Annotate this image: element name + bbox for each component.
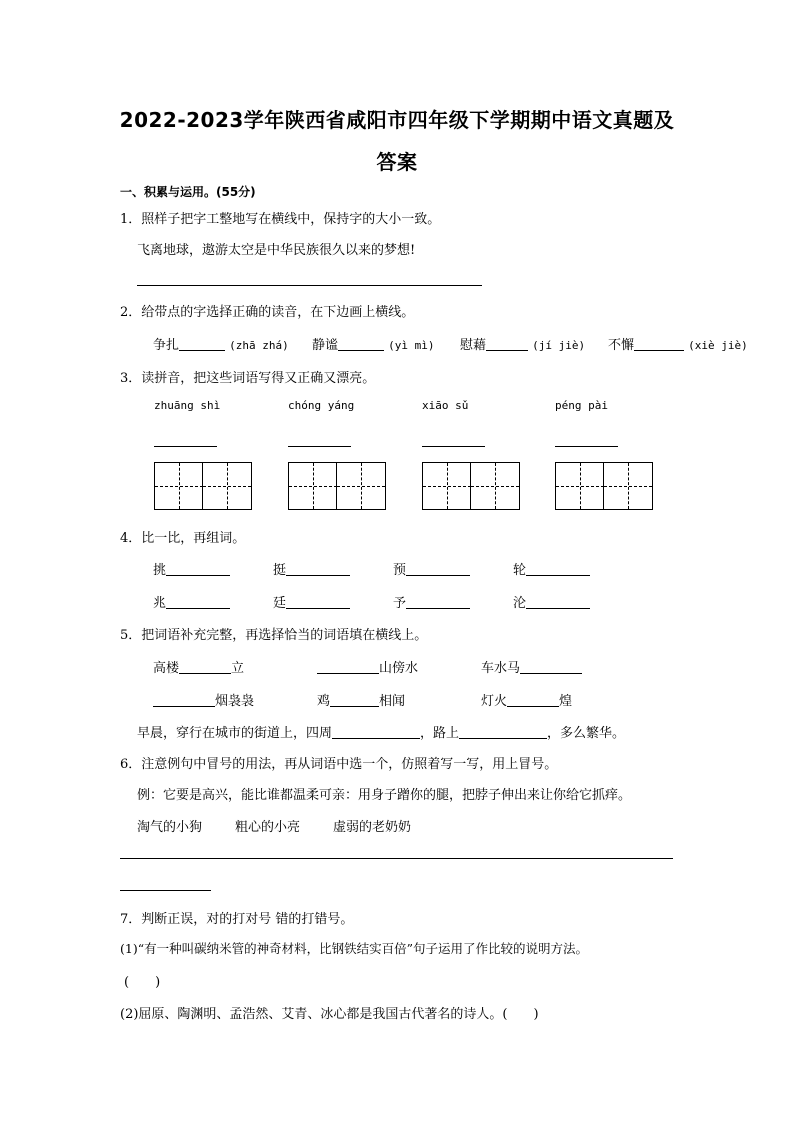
q4-blank[interactable] bbox=[166, 596, 230, 609]
q3-writing-grid[interactable] bbox=[288, 462, 386, 510]
q6-example: 例：它要是高兴，能比谁都温柔可亲：用身子蹭你的腿，把脖子伸出来让你给它抓痒。 bbox=[137, 788, 632, 803]
q3-pinyin-line[interactable] bbox=[154, 446, 217, 447]
q4-item bbox=[513, 592, 590, 611]
q2-blank[interactable] bbox=[634, 338, 684, 351]
q2-blank[interactable] bbox=[338, 338, 384, 351]
q3-pinyin: péng pài bbox=[555, 399, 608, 412]
q6-prompt: 6．注意例句中冒号的用法，再从词语中选一个，仿照着写一写，用上冒号。 bbox=[120, 757, 558, 772]
q5-blank[interactable] bbox=[330, 694, 379, 707]
q4-char: 预 bbox=[393, 563, 407, 578]
q4-prompt: 4．比一比，再组词。 bbox=[120, 531, 246, 546]
q4-item bbox=[153, 592, 230, 611]
q5-text: 煌 bbox=[559, 694, 573, 709]
q6-option: 淘气的小狗 bbox=[137, 820, 203, 835]
q5-idiom bbox=[153, 690, 254, 709]
q2-pinyin: (yì mì) bbox=[388, 339, 435, 352]
q5-idiom bbox=[481, 657, 582, 676]
q4-blank[interactable] bbox=[526, 563, 590, 576]
q3-pinyin: chóng yáng bbox=[288, 399, 355, 412]
q2-item bbox=[608, 334, 748, 353]
q2-word: 争扎 bbox=[153, 338, 180, 353]
q5-idiom bbox=[153, 657, 244, 676]
q5-idiom bbox=[317, 657, 418, 676]
q5-blank[interactable] bbox=[520, 661, 582, 674]
q3-writing-grid[interactable] bbox=[422, 462, 520, 510]
q5-blank[interactable] bbox=[332, 726, 420, 739]
q6-answer-line[interactable] bbox=[120, 890, 211, 891]
q5-text: ，路上 bbox=[420, 726, 460, 741]
q3-pinyin-line[interactable] bbox=[288, 446, 351, 447]
q2-word: 慰藉 bbox=[460, 338, 487, 353]
q5-blank[interactable] bbox=[179, 661, 231, 674]
q5-text: 山傍水 bbox=[379, 661, 419, 676]
section-heading: 一、积累与运用。(55分) bbox=[120, 185, 256, 199]
q5-text: 早晨，穿行在城市的街道上，四周 bbox=[137, 726, 333, 741]
q3-pinyin-line[interactable] bbox=[555, 446, 618, 447]
q2-item bbox=[312, 334, 435, 353]
q6-answer-line[interactable] bbox=[120, 858, 673, 859]
q2-item bbox=[460, 334, 585, 353]
q5-blank[interactable] bbox=[507, 694, 559, 707]
q5-text: ，多么繁华。 bbox=[547, 726, 626, 741]
q4-item bbox=[153, 559, 230, 578]
q5-prompt: 5．把词语补充完整，再选择恰当的词语填在横线上。 bbox=[120, 628, 428, 643]
q5-blank[interactable] bbox=[317, 661, 379, 674]
page-title-line1: 2022-2023学年陕西省咸阳市四年级下学期期中语文真题及 bbox=[119, 108, 675, 132]
q3-pinyin: zhuāng shì bbox=[154, 399, 221, 412]
q5-idiom bbox=[317, 690, 405, 709]
q6-option: 虚弱的老奶奶 bbox=[333, 820, 412, 835]
q4-item bbox=[393, 559, 470, 578]
q5-text: 相闻 bbox=[379, 694, 406, 709]
q4-blank[interactable] bbox=[526, 596, 590, 609]
q5-text: 立 bbox=[231, 661, 245, 676]
q3-prompt: 3．读拼音，把这些词语写得又正确又漂亮。 bbox=[120, 371, 376, 386]
q4-char: 予 bbox=[393, 596, 407, 611]
q4-blank[interactable] bbox=[286, 563, 350, 576]
q4-blank[interactable] bbox=[286, 596, 350, 609]
q7-item-1: (1)“有一种叫碳纳米管的神奇材料，比钢铁结实百倍”句子运用了作比较的说明方法。 bbox=[120, 941, 588, 956]
page-title-line2: 答案 bbox=[376, 150, 418, 174]
q4-blank[interactable] bbox=[406, 596, 470, 609]
q4-char: 沦 bbox=[513, 596, 527, 611]
q4-item bbox=[393, 592, 470, 611]
q1-prompt: 1．照样子把字工整地写在横线中，保持字的大小一致。 bbox=[120, 212, 441, 227]
q3-pinyin: xiāo sǔ bbox=[422, 399, 469, 412]
q3-writing-grid[interactable] bbox=[154, 462, 252, 510]
q4-blank[interactable] bbox=[406, 563, 470, 576]
q4-char: 挺 bbox=[273, 563, 287, 578]
q5-blank[interactable] bbox=[459, 726, 547, 739]
q5-text: 鸡 bbox=[317, 694, 331, 709]
q4-char: 轮 bbox=[513, 563, 527, 578]
q2-pinyin: (xiè jiè) bbox=[688, 339, 748, 352]
q5-text: 车水马 bbox=[481, 661, 521, 676]
q2-item bbox=[153, 334, 289, 353]
q4-item bbox=[273, 559, 350, 578]
q6-option: 粗心的小亮 bbox=[235, 820, 301, 835]
q4-char: 廷 bbox=[273, 596, 287, 611]
q1-sample-sentence: 飞离地球，遨游太空是中华民族很久以来的梦想! bbox=[137, 243, 416, 258]
q2-prompt: 2．给带点的字选择正确的读音，在下边画上横线。 bbox=[120, 305, 415, 320]
q2-pinyin: (jí jiè) bbox=[532, 339, 586, 352]
q7-item-1-answer[interactable]: ( ) bbox=[124, 975, 161, 990]
q2-word: 不懈 bbox=[608, 338, 635, 353]
q5-idiom bbox=[481, 690, 572, 709]
q3-writing-grid[interactable] bbox=[555, 462, 653, 510]
q4-blank[interactable] bbox=[166, 563, 230, 576]
q4-item bbox=[513, 559, 590, 578]
q4-item bbox=[273, 592, 350, 611]
q5-blank[interactable] bbox=[153, 694, 215, 707]
q7-prompt: 7．判断正误，对的打对号 错的打错号。 bbox=[120, 912, 354, 927]
q2-blank[interactable] bbox=[179, 338, 225, 351]
q2-word: 静谧 bbox=[312, 338, 339, 353]
q4-char: 挑 bbox=[153, 563, 167, 578]
q2-pinyin: (zhā zhá) bbox=[229, 339, 289, 352]
q7-item-2: (2)屈原、陶渊明、孟浩然、艾青、冰心都是我国古代著名的诗人。( ) bbox=[120, 1007, 539, 1022]
q1-answer-line[interactable] bbox=[137, 285, 482, 286]
q5-text: 烟袅袅 bbox=[215, 694, 255, 709]
q4-char: 兆 bbox=[153, 596, 167, 611]
q5-text: 高楼 bbox=[153, 661, 180, 676]
q3-pinyin-line[interactable] bbox=[422, 446, 485, 447]
q5-fill-sentence bbox=[137, 722, 625, 741]
q5-text: 灯火 bbox=[481, 694, 508, 709]
q2-blank[interactable] bbox=[486, 338, 528, 351]
